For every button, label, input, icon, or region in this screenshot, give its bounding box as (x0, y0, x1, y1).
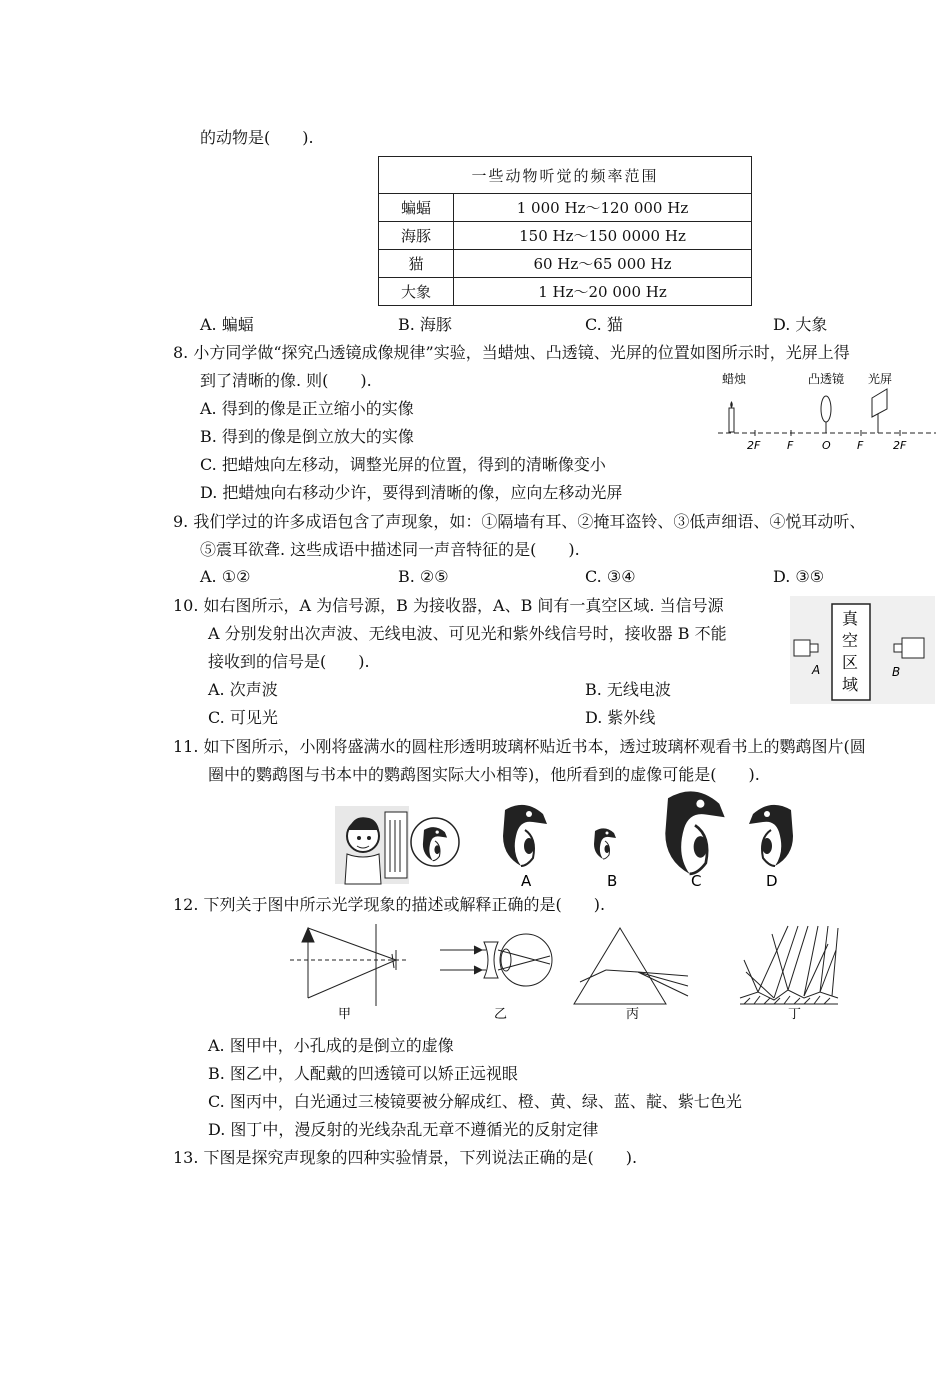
parrot-option-b-image (594, 828, 616, 859)
parrot-label-d: D (766, 872, 778, 890)
q12-option-b: B. 图乙中，人配戴的凹透镜可以矫正远视眼 (208, 1064, 518, 1083)
q12-stem: 12. 下列关于图中所示光学现象的描述或解释正确的是( ). (173, 895, 606, 914)
q7-option-b: B. 海豚 (398, 315, 452, 334)
diffuse-reflection-figure (740, 926, 838, 1004)
convex-lens-icon (821, 396, 831, 422)
q9-stem-line1: 9. 我们学过的许多成语包含了声现象，如：①隔墙有耳、②掩耳盗铃、③低声细语、④悦耳动听、 (173, 512, 866, 531)
q11-stem-line1: 11. 如下图所示，小刚将盛满水的圆柱形透明玻璃杯贴近书本，透过玻璃杯观看书上的鹦鹉图片(圆 (173, 737, 866, 756)
q8-option-b: B. 得到的像是倒立放大的实像 (200, 427, 414, 446)
flame-icon (730, 401, 733, 408)
q9-option-b: B. ②⑤ (398, 567, 449, 586)
q10-stem-line1: 10. 如右图所示，A 为信号源，B 为接收器，A、B 间有一真空区域. 当信号源 (173, 596, 724, 615)
q12-option-c: C. 图丙中，白光通过三棱镜要被分解成红、橙、黄、绿、蓝、靛、紫七色光 (208, 1092, 742, 1111)
q8-stem-line1: 8. 小方同学做“探究凸透镜成像规律”实验，当蜡烛、凸透镜、光屏的位置如图所示时，光屏上得 (173, 343, 850, 362)
mark-f-right: F (857, 439, 864, 452)
lens-setup-figure (712, 365, 940, 455)
q10-option-d: D. 紫外线 (585, 708, 656, 727)
q8-option-a: A. 得到的像是正立缩小的实像 (200, 399, 414, 418)
parrot-label-b: B (607, 872, 618, 890)
q9-option-d: D. ③⑤ (773, 567, 825, 586)
q8-option-c: C. 把蜡烛向左移动，调整光屏的位置，得到的清晰像变小 (200, 455, 606, 474)
svg-text:区: 区 (842, 653, 859, 672)
circled-parrot (411, 818, 459, 866)
svg-text:空: 空 (842, 631, 859, 650)
label-bing: 丙 (626, 1007, 640, 1022)
q7-option-a: A. 蝙蝠 (200, 315, 254, 334)
q10-option-c: C. 可见光 (208, 708, 278, 727)
q7-option-c: C. 猫 (585, 315, 623, 334)
mark-o: O (822, 439, 831, 452)
boy-with-glass-image (335, 806, 409, 884)
eye-lens-figure (440, 934, 552, 986)
parrot-option-c-image (665, 791, 724, 874)
pinhole-figure (290, 924, 408, 1006)
mark-2f-right: 2F (893, 439, 907, 452)
label-ding: 丁 (788, 1007, 802, 1022)
mark-2f-left: 2F (747, 439, 761, 452)
q7-option-d: D. 大象 (773, 315, 828, 334)
q10-option-b: B. 无线电波 (585, 680, 671, 699)
source-label: A (812, 663, 821, 677)
label-jia: 甲 (338, 1007, 352, 1022)
q9-option-c: C. ③④ (585, 567, 636, 586)
label-yi: 乙 (494, 1007, 508, 1022)
q10-stem-line3: 接收到的信号是( ). (208, 652, 370, 671)
parrot-option-a-image (503, 805, 547, 866)
table-row: 海豚 150 Hz～150 0000 Hz (379, 222, 752, 250)
q10-option-a: A. 次声波 (208, 680, 278, 699)
frequency-table (378, 156, 752, 306)
vacuum-figure (790, 596, 935, 704)
receiver-icon (902, 638, 924, 658)
q9-option-a: A. ①② (200, 567, 251, 586)
q7-stem-tail: 的动物是( ). (200, 128, 314, 147)
optics-figures (288, 920, 850, 1028)
lens-label: 凸透镜 (808, 372, 845, 386)
light-screen-icon (872, 389, 887, 417)
q9-stem-line2: ⑤震耳欲聋. 这些成语中描述同一声音特征的是( ). (200, 540, 580, 559)
table-row: 大象 1 Hz～20 000 Hz (379, 278, 752, 306)
parrot-label-c: C (691, 872, 702, 890)
receiver-label: B (892, 665, 901, 679)
mark-f-left: F (787, 439, 794, 452)
q10-stem-line2: A 分别发射出次声波、无线电波、可见光和紫外线信号时，接收器 B 不能 (208, 624, 727, 643)
candle-label: 蜡烛 (722, 372, 747, 386)
svg-text:真: 真 (842, 609, 859, 628)
table-row: 猫 60 Hz～65 000 Hz (379, 250, 752, 278)
parrot-label-a: A (521, 872, 532, 890)
prism-figure (574, 928, 688, 1004)
svg-text:域: 域 (842, 675, 859, 694)
table-row: 蝙蝠 1 000 Hz～120 000 Hz (379, 194, 752, 222)
q11-stem-line2: 圈中的鹦鹉图与书本中的鹦鹉图实际大小相等)，他所看到的虚像可能是( ). (208, 765, 760, 784)
signal-source-icon (794, 640, 810, 656)
screen-label: 光屏 (868, 372, 893, 386)
q12-option-d: D. 图丁中，漫反射的光线杂乱无章不遵循光的反射定律 (208, 1120, 599, 1139)
parrot-figure (333, 790, 803, 890)
candle-icon (729, 408, 734, 432)
q13-stem: 13. 下图是探究声现象的四种实验情景，下列说法正确的是( ). (173, 1148, 638, 1167)
table-title: 一些动物听觉的频率范围 (379, 157, 752, 194)
parrot-option-d-image (749, 805, 793, 866)
q8-stem-line2: 到了清晰的像. 则( ). (200, 371, 372, 390)
q8-option-d: D. 把蜡烛向右移动少许，要得到清晰的像，应向左移动光屏 (200, 483, 623, 502)
q12-option-a: A. 图甲中，小孔成的是倒立的虚像 (208, 1036, 454, 1055)
